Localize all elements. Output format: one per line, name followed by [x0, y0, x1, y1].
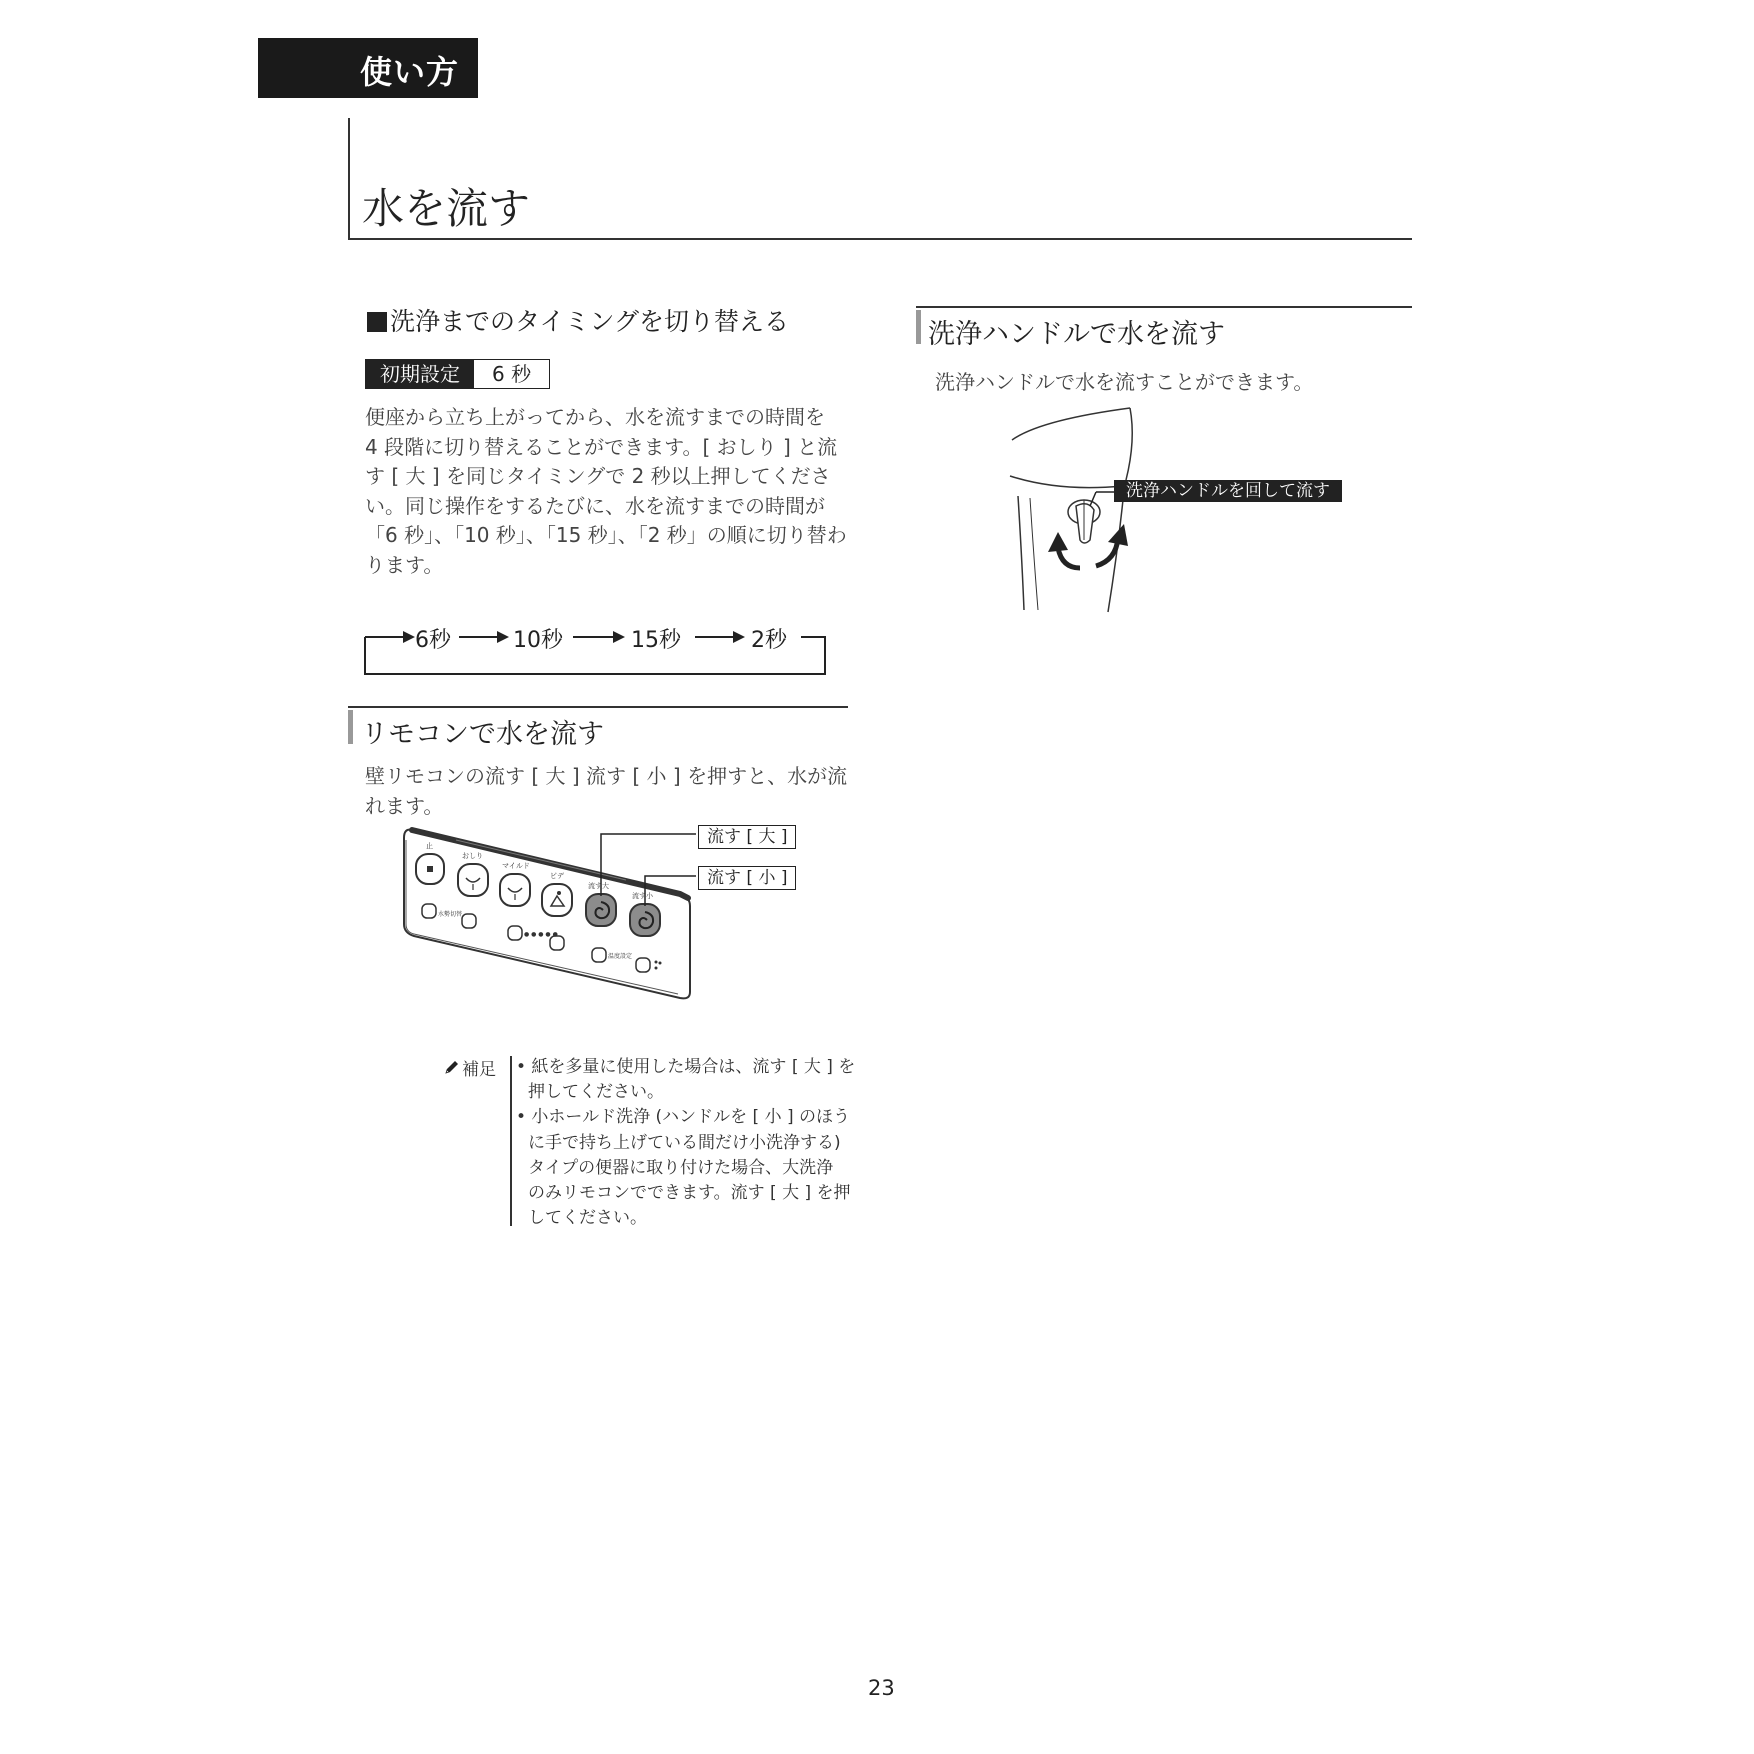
page-title: 水を流す	[362, 184, 531, 233]
handle-heading-rule	[916, 306, 1412, 308]
note-label	[444, 1055, 496, 1080]
timing-line: 「6 秒」、「10 秒」、「15 秒」、「2 秒」の順に切り替わ	[365, 523, 847, 547]
note-content	[516, 1055, 855, 1231]
note-line: に手で持ち上げている間だけ小洗浄する)	[528, 1132, 841, 1153]
note-divider	[510, 1056, 512, 1226]
note-line: してください。	[528, 1208, 647, 1229]
handle-heading: 洗浄ハンドルで水を流す	[928, 319, 1225, 350]
remote-line: れます。	[365, 793, 444, 818]
remote-heading-rule	[348, 706, 848, 708]
svg-text:止: 止	[426, 842, 433, 850]
remote-description	[365, 762, 848, 821]
svg-text:流す大: 流す大	[588, 882, 609, 890]
svg-text:ビデ: ビデ	[550, 872, 564, 880]
remote-control-illustration	[396, 826, 696, 1006]
timing-line: ります。	[365, 552, 444, 577]
svg-text:● ● ● ● ●: ● ● ● ● ●	[524, 931, 558, 938]
page-number: 23	[868, 1676, 895, 1700]
timing-description	[365, 403, 845, 580]
note-line: のみリモコンでできます。流す [ 大 ] を押	[528, 1183, 851, 1204]
timing-cycle-diagram	[363, 617, 827, 677]
note-label-text: 補足	[462, 1060, 496, 1080]
initial-setting-box	[365, 359, 550, 389]
remote-heading: リモコンで水を流す	[361, 719, 604, 750]
cycle-step: 15秒	[631, 628, 681, 653]
remote-line: 壁リモコンの流す [ 大 ] 流す [ 小 ] を押すと、水が流	[365, 764, 848, 788]
remote-heading-bar	[348, 710, 353, 744]
title-underline	[348, 238, 1412, 240]
square-bullet-icon	[367, 312, 387, 332]
title-left-rule	[348, 118, 350, 240]
handle-heading-bar	[916, 310, 921, 344]
initial-setting-label: 初期設定	[366, 360, 474, 388]
cycle-step: 10秒	[513, 628, 563, 653]
note-line: 押してください。	[528, 1082, 664, 1103]
timing-line: い。同じ操作をするたびに、水を流すまでの時間が	[365, 493, 825, 518]
handle-callout: 洗浄ハンドルを回して流す	[1114, 480, 1342, 502]
header-tab-label: 使い方	[360, 53, 460, 91]
note-line: タイプの便器に取り付けた場合、大洗浄	[528, 1157, 834, 1178]
mild-button-icon	[500, 862, 530, 906]
svg-text:水勢切替: 水勢切替	[438, 911, 463, 918]
cycle-step: 2秒	[751, 628, 787, 653]
flush-handle-illustration	[1000, 400, 1140, 620]
timing-line: 4 段階に切り替えることができます。[ おしり ] と流	[365, 434, 838, 459]
callout-flush-small: 流す [ 小 ]	[698, 866, 796, 890]
timing-line: す [ 大 ] を同じタイミングで 2 秒以上押してくださ	[365, 464, 831, 488]
timing-heading	[367, 302, 789, 338]
handle-description: 洗浄ハンドルで水を流すことができます。	[935, 370, 1314, 394]
timing-heading-text: 洗浄までのタイミングを切り替える	[390, 307, 790, 336]
pencil-icon	[444, 1059, 462, 1080]
svg-text:流す小: 流す小	[632, 892, 653, 900]
cycle-step: 6秒	[415, 628, 451, 653]
svg-text:おしり: おしり	[462, 852, 483, 860]
note-line: • 紙を多量に使用した場合は、流す [ 大 ] を	[516, 1057, 856, 1077]
svg-text:マイルド: マイルド	[502, 862, 530, 870]
timing-line: 便座から立ち上がってから、水を流すまでの時間を	[365, 405, 825, 429]
initial-setting-value: 6 秒	[492, 362, 532, 386]
note-line: • 小ホールド洗浄 (ハンドルを [ 小 ] のほう	[516, 1107, 851, 1128]
callout-flush-large: 流す [ 大 ]	[698, 825, 796, 849]
header-tab	[258, 38, 478, 98]
svg-text:温度設定: 温度設定	[608, 953, 633, 960]
